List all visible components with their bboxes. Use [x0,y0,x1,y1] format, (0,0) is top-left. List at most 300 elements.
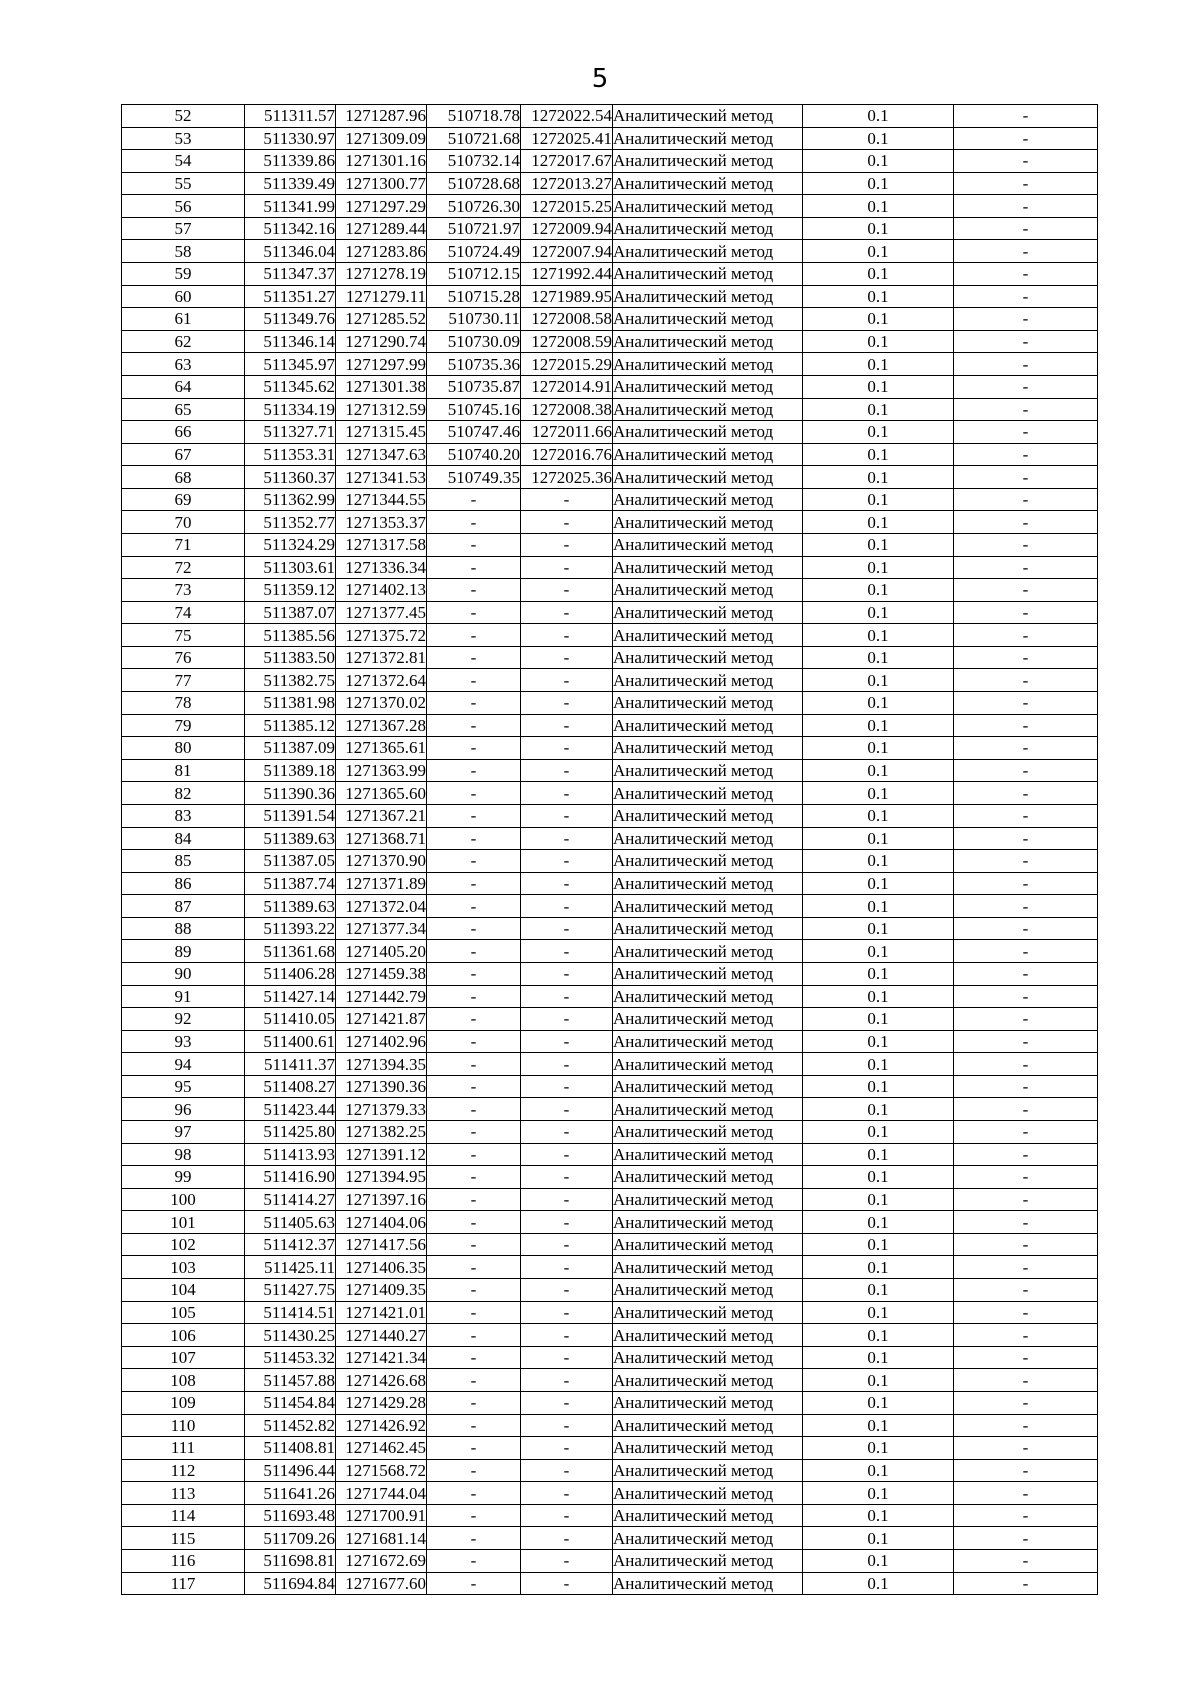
accuracy-cell: 0.1 [803,150,954,173]
method-cell: Аналитический метод [613,398,803,421]
x2-coordinate-cell: - [427,872,521,895]
point-number-cell: 114 [122,1504,245,1527]
point-number-cell: 90 [122,962,245,985]
note-cell: - [954,353,1098,376]
x-coordinate-cell: 511353.31 [245,443,336,466]
table-row [122,1346,1098,1369]
table-row [122,105,1098,128]
accuracy-cell: 0.1 [803,1121,954,1144]
note-cell: - [954,714,1098,737]
accuracy-cell: 0.1 [803,940,954,963]
table-row [122,579,1098,602]
point-number-cell: 100 [122,1188,245,1211]
y2-coordinate-cell: - [521,601,613,624]
method-cell: Аналитический метод [613,601,803,624]
point-number-cell: 56 [122,195,245,218]
table-row [122,669,1098,692]
y-coordinate-cell: 1271279.11 [336,285,427,308]
x2-coordinate-cell: 510740.20 [427,443,521,466]
y2-coordinate-cell: 1272015.25 [521,195,613,218]
x2-coordinate-cell: - [427,962,521,985]
table-row [122,1121,1098,1144]
note-cell: - [954,692,1098,715]
x-coordinate-cell: 511414.27 [245,1188,336,1211]
table-row [122,308,1098,331]
table-row [122,353,1098,376]
y-coordinate-cell: 1271300.77 [336,172,427,195]
table-row [122,895,1098,918]
point-number-cell: 54 [122,150,245,173]
note-cell: - [954,1030,1098,1053]
accuracy-cell: 0.1 [803,556,954,579]
method-cell: Аналитический метод [613,1550,803,1573]
y2-coordinate-cell: - [521,624,613,647]
y-coordinate-cell: 1271421.87 [336,1008,427,1031]
method-cell: Аналитический метод [613,1301,803,1324]
table-row [122,1459,1098,1482]
note-cell: - [954,105,1098,128]
x2-coordinate-cell: - [427,1324,521,1347]
point-number-cell: 57 [122,217,245,240]
x2-coordinate-cell: 510732.14 [427,150,521,173]
method-cell: Аналитический метод [613,127,803,150]
note-cell: - [954,940,1098,963]
x-coordinate-cell: 511389.63 [245,895,336,918]
y-coordinate-cell: 1271344.55 [336,488,427,511]
note-cell: - [954,872,1098,895]
method-cell: Аналитический метод [613,1121,803,1144]
y2-coordinate-cell: - [521,1053,613,1076]
note-cell: - [954,308,1098,331]
x2-coordinate-cell: 510735.87 [427,375,521,398]
x-coordinate-cell: 511382.75 [245,669,336,692]
table-row [122,240,1098,263]
x-coordinate-cell: 511349.76 [245,308,336,331]
method-cell: Аналитический метод [613,1188,803,1211]
point-number-cell: 60 [122,285,245,308]
y2-coordinate-cell: - [521,759,613,782]
x-coordinate-cell: 511381.98 [245,692,336,715]
x-coordinate-cell: 511410.05 [245,1008,336,1031]
accuracy-cell: 0.1 [803,579,954,602]
x2-coordinate-cell: 510715.28 [427,285,521,308]
x2-coordinate-cell: - [427,985,521,1008]
x2-coordinate-cell: - [427,1437,521,1460]
point-number-cell: 85 [122,850,245,873]
x2-coordinate-cell: - [427,1527,521,1550]
table-row [122,692,1098,715]
x-coordinate-cell: 511387.09 [245,737,336,760]
method-cell: Аналитический метод [613,1504,803,1527]
table-row [122,533,1098,556]
y2-coordinate-cell: 1272007.94 [521,240,613,263]
table-row [122,511,1098,534]
x2-coordinate-cell: 510735.36 [427,353,521,376]
accuracy-cell: 0.1 [803,1346,954,1369]
x-coordinate-cell: 511496.44 [245,1459,336,1482]
method-cell: Аналитический метод [613,1437,803,1460]
table-row [122,714,1098,737]
method-cell: Аналитический метод [613,940,803,963]
point-number-cell: 96 [122,1098,245,1121]
point-number-cell: 86 [122,872,245,895]
y-coordinate-cell: 1271368.71 [336,827,427,850]
x2-coordinate-cell: - [427,759,521,782]
x-coordinate-cell: 511387.05 [245,850,336,873]
y-coordinate-cell: 1271681.14 [336,1527,427,1550]
y2-coordinate-cell: - [521,1166,613,1189]
y2-coordinate-cell: - [521,1324,613,1347]
x2-coordinate-cell: - [427,692,521,715]
note-cell: - [954,488,1098,511]
y2-coordinate-cell: - [521,827,613,850]
table-row [122,556,1098,579]
point-number-cell: 117 [122,1572,245,1595]
table-row [122,1550,1098,1573]
y2-coordinate-cell: - [521,533,613,556]
accuracy-cell: 0.1 [803,308,954,331]
y-coordinate-cell: 1271672.69 [336,1550,427,1573]
accuracy-cell: 0.1 [803,421,954,444]
table-row [122,172,1098,195]
x2-coordinate-cell: - [427,782,521,805]
method-cell: Аналитический метод [613,692,803,715]
y2-coordinate-cell: 1272017.67 [521,150,613,173]
x2-coordinate-cell: - [427,488,521,511]
y2-coordinate-cell: - [521,714,613,737]
y2-coordinate-cell: - [521,1346,613,1369]
x-coordinate-cell: 511347.37 [245,263,336,286]
point-number-cell: 116 [122,1550,245,1573]
note-cell: - [954,1324,1098,1347]
table-row [122,1188,1098,1211]
x-coordinate-cell: 511383.50 [245,646,336,669]
accuracy-cell: 0.1 [803,1166,954,1189]
note-cell: - [954,398,1098,421]
table-row [122,443,1098,466]
x2-coordinate-cell: - [427,850,521,873]
accuracy-cell: 0.1 [803,1008,954,1031]
y-coordinate-cell: 1271312.59 [336,398,427,421]
note-cell: - [954,330,1098,353]
point-number-cell: 62 [122,330,245,353]
note-cell: - [954,895,1098,918]
x-coordinate-cell: 511351.27 [245,285,336,308]
y-coordinate-cell: 1271365.61 [336,737,427,760]
table-row [122,1211,1098,1234]
x-coordinate-cell: 511389.18 [245,759,336,782]
x2-coordinate-cell: - [427,1346,521,1369]
x-coordinate-cell: 511414.51 [245,1301,336,1324]
method-cell: Аналитический метод [613,1324,803,1347]
note-cell: - [954,646,1098,669]
y-coordinate-cell: 1271372.04 [336,895,427,918]
method-cell: Аналитический метод [613,782,803,805]
accuracy-cell: 0.1 [803,1053,954,1076]
table-row [122,1098,1098,1121]
note-cell: - [954,1527,1098,1550]
y2-coordinate-cell: - [521,985,613,1008]
accuracy-cell: 0.1 [803,1324,954,1347]
page-number: 5 [591,64,609,94]
x-coordinate-cell: 511334.19 [245,398,336,421]
point-number-cell: 112 [122,1459,245,1482]
accuracy-cell: 0.1 [803,172,954,195]
x-coordinate-cell: 511346.14 [245,330,336,353]
method-cell: Аналитический метод [613,421,803,444]
y-coordinate-cell: 1271301.38 [336,375,427,398]
point-number-cell: 65 [122,398,245,421]
accuracy-cell: 0.1 [803,669,954,692]
accuracy-cell: 0.1 [803,443,954,466]
y2-coordinate-cell: - [521,556,613,579]
method-cell: Аналитический метод [613,1527,803,1550]
point-number-cell: 74 [122,601,245,624]
method-cell: Аналитический метод [613,1233,803,1256]
table-row [122,1482,1098,1505]
method-cell: Аналитический метод [613,1279,803,1302]
x2-coordinate-cell: - [427,1053,521,1076]
y-coordinate-cell: 1271382.25 [336,1121,427,1144]
accuracy-cell: 0.1 [803,330,954,353]
y2-coordinate-cell: - [521,1572,613,1595]
method-cell: Аналитический метод [613,737,803,760]
accuracy-cell: 0.1 [803,850,954,873]
y2-coordinate-cell: 1272025.41 [521,127,613,150]
point-number-cell: 69 [122,488,245,511]
y2-coordinate-cell: - [521,1121,613,1144]
table-row [122,1143,1098,1166]
y-coordinate-cell: 1271404.06 [336,1211,427,1234]
note-cell: - [954,533,1098,556]
y2-coordinate-cell: - [521,511,613,534]
method-cell: Аналитический метод [613,1256,803,1279]
note-cell: - [954,511,1098,534]
y2-coordinate-cell: - [521,872,613,895]
y2-coordinate-cell: - [521,1008,613,1031]
x-coordinate-cell: 511411.37 [245,1053,336,1076]
method-cell: Аналитический метод [613,1369,803,1392]
method-cell: Аналитический метод [613,150,803,173]
note-cell: - [954,466,1098,489]
note-cell: - [954,1279,1098,1302]
point-number-cell: 75 [122,624,245,647]
table-row [122,375,1098,398]
method-cell: Аналитический метод [613,1075,803,1098]
accuracy-cell: 0.1 [803,488,954,511]
point-number-cell: 105 [122,1301,245,1324]
accuracy-cell: 0.1 [803,985,954,1008]
method-cell: Аналитический метод [613,579,803,602]
method-cell: Аналитический метод [613,1391,803,1414]
x2-coordinate-cell: 510749.35 [427,466,521,489]
accuracy-cell: 0.1 [803,466,954,489]
accuracy-cell: 0.1 [803,895,954,918]
table-row [122,466,1098,489]
x2-coordinate-cell: 510721.68 [427,127,521,150]
table-row [122,1437,1098,1460]
y-coordinate-cell: 1271370.90 [336,850,427,873]
note-cell: - [954,1075,1098,1098]
table-row [122,488,1098,511]
y-coordinate-cell: 1271309.09 [336,127,427,150]
x2-coordinate-cell: - [427,1256,521,1279]
note-cell: - [954,669,1098,692]
x2-coordinate-cell: - [427,601,521,624]
y2-coordinate-cell: - [521,1414,613,1437]
y-coordinate-cell: 1271402.96 [336,1030,427,1053]
method-cell: Аналитический метод [613,850,803,873]
method-cell: Аналитический метод [613,624,803,647]
y-coordinate-cell: 1271442.79 [336,985,427,1008]
point-number-cell: 95 [122,1075,245,1098]
x-coordinate-cell: 511427.14 [245,985,336,1008]
method-cell: Аналитический метод [613,646,803,669]
table-row [122,127,1098,150]
x-coordinate-cell: 511453.32 [245,1346,336,1369]
accuracy-cell: 0.1 [803,1075,954,1098]
y-coordinate-cell: 1271394.35 [336,1053,427,1076]
x-coordinate-cell: 511390.36 [245,782,336,805]
note-cell: - [954,1098,1098,1121]
point-number-cell: 91 [122,985,245,1008]
y-coordinate-cell: 1271289.44 [336,217,427,240]
point-number-cell: 72 [122,556,245,579]
x-coordinate-cell: 511345.62 [245,375,336,398]
x2-coordinate-cell: 510730.09 [427,330,521,353]
table-row [122,601,1098,624]
note-cell: - [954,804,1098,827]
point-number-cell: 55 [122,172,245,195]
note-cell: - [954,217,1098,240]
table-row [122,1053,1098,1076]
point-number-cell: 81 [122,759,245,782]
method-cell: Аналитический метод [613,1459,803,1482]
point-number-cell: 101 [122,1211,245,1234]
method-cell: Аналитический метод [613,1414,803,1437]
accuracy-cell: 0.1 [803,962,954,985]
accuracy-cell: 0.1 [803,533,954,556]
accuracy-cell: 0.1 [803,782,954,805]
point-number-cell: 109 [122,1391,245,1414]
x2-coordinate-cell: - [427,940,521,963]
x2-coordinate-cell: - [427,1233,521,1256]
x-coordinate-cell: 511694.84 [245,1572,336,1595]
y2-coordinate-cell: 1272022.54 [521,105,613,128]
y-coordinate-cell: 1271290.74 [336,330,427,353]
table-row [122,1504,1098,1527]
method-cell: Аналитический метод [613,263,803,286]
method-cell: Аналитический метод [613,195,803,218]
x2-coordinate-cell: - [427,1572,521,1595]
table-row [122,962,1098,985]
note-cell: - [954,1504,1098,1527]
point-number-cell: 83 [122,804,245,827]
x-coordinate-cell: 511698.81 [245,1550,336,1573]
x2-coordinate-cell: - [427,1098,521,1121]
y-coordinate-cell: 1271394.95 [336,1166,427,1189]
point-number-cell: 106 [122,1324,245,1347]
table-row [122,827,1098,850]
note-cell: - [954,1256,1098,1279]
y-coordinate-cell: 1271429.28 [336,1391,427,1414]
point-number-cell: 108 [122,1369,245,1392]
y2-coordinate-cell: 1272016.76 [521,443,613,466]
accuracy-cell: 0.1 [803,601,954,624]
y-coordinate-cell: 1271391.12 [336,1143,427,1166]
y2-coordinate-cell: - [521,917,613,940]
y-coordinate-cell: 1271336.34 [336,556,427,579]
point-number-cell: 99 [122,1166,245,1189]
point-number-cell: 58 [122,240,245,263]
y-coordinate-cell: 1271409.35 [336,1279,427,1302]
method-cell: Аналитический метод [613,1030,803,1053]
y2-coordinate-cell: - [521,1098,613,1121]
method-cell: Аналитический метод [613,240,803,263]
y-coordinate-cell: 1271426.92 [336,1414,427,1437]
x2-coordinate-cell: - [427,1301,521,1324]
table-row [122,872,1098,895]
note-cell: - [954,1369,1098,1392]
note-cell: - [954,285,1098,308]
y2-coordinate-cell: - [521,782,613,805]
x2-coordinate-cell: - [427,1459,521,1482]
note-cell: - [954,601,1098,624]
table-row [122,330,1098,353]
accuracy-cell: 0.1 [803,375,954,398]
x-coordinate-cell: 511341.99 [245,195,336,218]
accuracy-cell: 0.1 [803,737,954,760]
x2-coordinate-cell: - [427,624,521,647]
note-cell: - [954,1233,1098,1256]
note-cell: - [954,1301,1098,1324]
x-coordinate-cell: 511342.16 [245,217,336,240]
accuracy-cell: 0.1 [803,263,954,286]
x2-coordinate-cell: - [427,669,521,692]
y2-coordinate-cell: - [521,1256,613,1279]
note-cell: - [954,1414,1098,1437]
point-number-cell: 92 [122,1008,245,1031]
accuracy-cell: 0.1 [803,105,954,128]
x-coordinate-cell: 511641.26 [245,1482,336,1505]
note-cell: - [954,375,1098,398]
method-cell: Аналитический метод [613,669,803,692]
y2-coordinate-cell: 1272025.36 [521,466,613,489]
accuracy-cell: 0.1 [803,1233,954,1256]
x-coordinate-cell: 511339.49 [245,172,336,195]
point-number-cell: 115 [122,1527,245,1550]
x2-coordinate-cell: - [427,1030,521,1053]
x2-coordinate-cell: - [427,1143,521,1166]
x-coordinate-cell: 511405.63 [245,1211,336,1234]
table-row [122,1572,1098,1595]
y-coordinate-cell: 1271365.60 [336,782,427,805]
point-number-cell: 78 [122,692,245,715]
note-cell: - [954,917,1098,940]
method-cell: Аналитический метод [613,1482,803,1505]
y-coordinate-cell: 1271402.13 [336,579,427,602]
y-coordinate-cell: 1271417.56 [336,1233,427,1256]
x2-coordinate-cell: 510726.30 [427,195,521,218]
table-row [122,1233,1098,1256]
accuracy-cell: 0.1 [803,1369,954,1392]
y-coordinate-cell: 1271297.99 [336,353,427,376]
x-coordinate-cell: 511303.61 [245,556,336,579]
point-number-cell: 94 [122,1053,245,1076]
note-cell: - [954,263,1098,286]
point-number-cell: 73 [122,579,245,602]
note-cell: - [954,827,1098,850]
